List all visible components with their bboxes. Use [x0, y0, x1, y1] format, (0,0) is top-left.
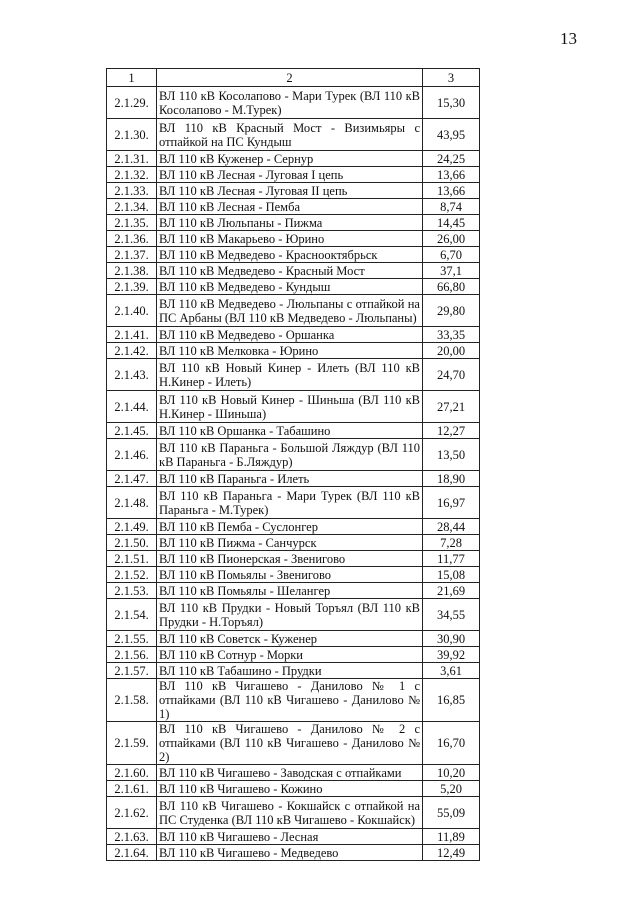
- line-length: 26,00: [423, 231, 480, 247]
- line-name: ВЛ 110 кВ Куженер - Сернур: [157, 151, 423, 167]
- row-number: 2.1.34.: [107, 199, 157, 215]
- table-row: [107, 829, 480, 845]
- row-number: 2.1.52.: [107, 567, 157, 583]
- line-length: 30,90: [423, 631, 480, 647]
- row-number: 2.1.38.: [107, 263, 157, 279]
- line-name: ВЛ 110 кВ Медведево - Краснооктябрьск: [157, 247, 423, 263]
- line-length: 16,70: [423, 722, 480, 765]
- row-number: 2.1.39.: [107, 279, 157, 295]
- line-name: ВЛ 110 кВ Чигашево - Заводская с отпайками: [157, 765, 423, 781]
- table-row: [107, 247, 480, 263]
- table-row: [107, 359, 480, 391]
- row-number: 2.1.31.: [107, 151, 157, 167]
- line-name: ВЛ 110 кВ Табашино - Прудки: [157, 663, 423, 679]
- line-length: 33,35: [423, 327, 480, 343]
- table-row: [107, 183, 480, 199]
- line-length: 13,50: [423, 439, 480, 471]
- table-row: [107, 391, 480, 423]
- row-number: 2.1.41.: [107, 327, 157, 343]
- column-header-length: 3: [423, 69, 480, 87]
- table-row: [107, 583, 480, 599]
- line-length: 39,92: [423, 647, 480, 663]
- table-row: [107, 167, 480, 183]
- table-header-row: [107, 69, 480, 87]
- line-length: 12,27: [423, 423, 480, 439]
- table-row: [107, 679, 480, 722]
- row-number: 2.1.64.: [107, 845, 157, 861]
- line-name: ВЛ 110 кВ Оршанка - Табашино: [157, 423, 423, 439]
- table-row: [107, 599, 480, 631]
- table-row: [107, 199, 480, 215]
- row-number: 2.1.57.: [107, 663, 157, 679]
- row-number: 2.1.56.: [107, 647, 157, 663]
- line-name: ВЛ 110 кВ Косолапово - Мари Турек (ВЛ 110 кВ Косолапово - М.Турек): [157, 87, 423, 119]
- line-length: 3,61: [423, 663, 480, 679]
- page-number: 13: [560, 29, 577, 48]
- row-number: 2.1.59.: [107, 722, 157, 765]
- line-name: ВЛ 110 кВ Лесная - Луговая II цепь: [157, 183, 423, 199]
- line-length: 16,97: [423, 487, 480, 519]
- line-length: 24,25: [423, 151, 480, 167]
- row-number: 2.1.63.: [107, 829, 157, 845]
- table-row: [107, 87, 480, 119]
- line-name: ВЛ 110 кВ Сотнур - Морки: [157, 647, 423, 663]
- line-name: ВЛ 110 кВ Медведево - Кундыш: [157, 279, 423, 295]
- table-row: [107, 327, 480, 343]
- line-length: 6,70: [423, 247, 480, 263]
- line-name: ВЛ 110 кВ Чигашево - Медведево: [157, 845, 423, 861]
- table-row: [107, 535, 480, 551]
- line-length: 5,20: [423, 781, 480, 797]
- column-header-name: 2: [157, 69, 423, 87]
- table-row: [107, 487, 480, 519]
- line-length: 43,95: [423, 119, 480, 151]
- line-length: 14,45: [423, 215, 480, 231]
- line-name: ВЛ 110 кВ Мелковка - Юрино: [157, 343, 423, 359]
- table-row: [107, 423, 480, 439]
- line-name: ВЛ 110 кВ Чигашево - Данилово № 1 с отпайками (ВЛ 110 кВ Чигашево - Данилово № 1): [157, 679, 423, 722]
- line-length: 20,00: [423, 343, 480, 359]
- table-row: [107, 279, 480, 295]
- row-number: 2.1.61.: [107, 781, 157, 797]
- row-number: 2.1.40.: [107, 295, 157, 327]
- row-number: 2.1.54.: [107, 599, 157, 631]
- table-row: [107, 631, 480, 647]
- table-row: [107, 567, 480, 583]
- table-row: [107, 215, 480, 231]
- row-number: 2.1.43.: [107, 359, 157, 391]
- line-name: ВЛ 110 кВ Люльпаны - Пижма: [157, 215, 423, 231]
- line-name: ВЛ 110 кВ Советск - Куженер: [157, 631, 423, 647]
- row-number: 2.1.42.: [107, 343, 157, 359]
- row-number: 2.1.35.: [107, 215, 157, 231]
- table-row: [107, 231, 480, 247]
- line-length: 16,85: [423, 679, 480, 722]
- line-name: ВЛ 110 кВ Чигашево - Данилово № 2 с отпайками (ВЛ 110 кВ Чигашево - Данилово № 2): [157, 722, 423, 765]
- row-number: 2.1.33.: [107, 183, 157, 199]
- line-length: 24,70: [423, 359, 480, 391]
- line-length: 28,44: [423, 519, 480, 535]
- power-lines-table: [106, 68, 480, 861]
- line-name: ВЛ 110 кВ Чигашево - Кокшайск с отпайкой на ПС Студенка (ВЛ 110 кВ Чигашево - Кокшайск): [157, 797, 423, 829]
- line-name: ВЛ 110 кВ Медведево - Люльпаны с отпайкой на ПС Арбаны (ВЛ 110 кВ Медведево - Люльпаны): [157, 295, 423, 327]
- table-row: [107, 263, 480, 279]
- table-row: [107, 722, 480, 765]
- line-name: ВЛ 110 кВ Красный Мост - Визимьяры с отпайкой на ПС Кундыш: [157, 119, 423, 151]
- table-row: [107, 663, 480, 679]
- row-number: 2.1.62.: [107, 797, 157, 829]
- line-length: 13,66: [423, 183, 480, 199]
- line-length: 12,49: [423, 845, 480, 861]
- line-name: ВЛ 110 кВ Новый Кинер - Илеть (ВЛ 110 кВ Н.Кинер - Илеть): [157, 359, 423, 391]
- line-name: ВЛ 110 кВ Пионерская - Звенигово: [157, 551, 423, 567]
- table-row: [107, 119, 480, 151]
- row-number: 2.1.32.: [107, 167, 157, 183]
- line-name: ВЛ 110 кВ Новый Кинер - Шиньша (ВЛ 110 кВ Н.Кинер - Шиньша): [157, 391, 423, 423]
- row-number: 2.1.60.: [107, 765, 157, 781]
- table-row: [107, 647, 480, 663]
- line-length: 13,66: [423, 167, 480, 183]
- line-length: 55,09: [423, 797, 480, 829]
- line-length: 34,55: [423, 599, 480, 631]
- line-name: ВЛ 110 кВ Помьялы - Звенигово: [157, 567, 423, 583]
- line-name: ВЛ 110 кВ Прудки - Новый Торъял (ВЛ 110 кВ Прудки - Н.Торъял): [157, 599, 423, 631]
- line-length: 21,69: [423, 583, 480, 599]
- line-name: ВЛ 110 кВ Параньга - Илеть: [157, 471, 423, 487]
- row-number: 2.1.51.: [107, 551, 157, 567]
- table-row: [107, 797, 480, 829]
- row-number: 2.1.53.: [107, 583, 157, 599]
- line-name: ВЛ 110 кВ Чигашево - Кожино: [157, 781, 423, 797]
- table-row: [107, 471, 480, 487]
- line-name: ВЛ 110 кВ Помьялы - Шелангер: [157, 583, 423, 599]
- table-row: [107, 439, 480, 471]
- row-number: 2.1.36.: [107, 231, 157, 247]
- table-row: [107, 151, 480, 167]
- table-row: [107, 551, 480, 567]
- line-name: ВЛ 110 кВ Чигашево - Лесная: [157, 829, 423, 845]
- row-number: 2.1.37.: [107, 247, 157, 263]
- row-number: 2.1.47.: [107, 471, 157, 487]
- line-name: ВЛ 110 кВ Параньга - Мари Турек (ВЛ 110 кВ Параньга - М.Турек): [157, 487, 423, 519]
- line-length: 10,20: [423, 765, 480, 781]
- line-length: 37,1: [423, 263, 480, 279]
- table-row: [107, 519, 480, 535]
- row-number: 2.1.44.: [107, 391, 157, 423]
- line-name: ВЛ 110 кВ Макарьево - Юрино: [157, 231, 423, 247]
- row-number: 2.1.55.: [107, 631, 157, 647]
- table-row: [107, 343, 480, 359]
- line-length: 7,28: [423, 535, 480, 551]
- line-length: 15,08: [423, 567, 480, 583]
- line-length: 8,74: [423, 199, 480, 215]
- row-number: 2.1.45.: [107, 423, 157, 439]
- table-row: [107, 781, 480, 797]
- line-name: ВЛ 110 кВ Пижма - Санчурск: [157, 535, 423, 551]
- line-length: 29,80: [423, 295, 480, 327]
- column-header-number: 1: [107, 69, 157, 87]
- line-length: 27,21: [423, 391, 480, 423]
- line-length: 66,80: [423, 279, 480, 295]
- row-number: 2.1.58.: [107, 679, 157, 722]
- line-name: ВЛ 110 кВ Лесная - Луговая I цепь: [157, 167, 423, 183]
- line-name: ВЛ 110 кВ Медведево - Красный Мост: [157, 263, 423, 279]
- table-row: [107, 295, 480, 327]
- table-row: [107, 845, 480, 861]
- line-name: ВЛ 110 кВ Параньга - Большой Ляждур (ВЛ 110 кВ Параньга - Б.Ляждур): [157, 439, 423, 471]
- row-number: 2.1.50.: [107, 535, 157, 551]
- line-name: ВЛ 110 кВ Пемба - Суслонгер: [157, 519, 423, 535]
- row-number: 2.1.49.: [107, 519, 157, 535]
- row-number: 2.1.48.: [107, 487, 157, 519]
- line-name: ВЛ 110 кВ Медведево - Оршанка: [157, 327, 423, 343]
- row-number: 2.1.46.: [107, 439, 157, 471]
- table-row: [107, 765, 480, 781]
- row-number: 2.1.29.: [107, 87, 157, 119]
- row-number: 2.1.30.: [107, 119, 157, 151]
- line-length: 15,30: [423, 87, 480, 119]
- line-length: 18,90: [423, 471, 480, 487]
- line-length: 11,77: [423, 551, 480, 567]
- line-length: 11,89: [423, 829, 480, 845]
- line-name: ВЛ 110 кВ Лесная - Пемба: [157, 199, 423, 215]
